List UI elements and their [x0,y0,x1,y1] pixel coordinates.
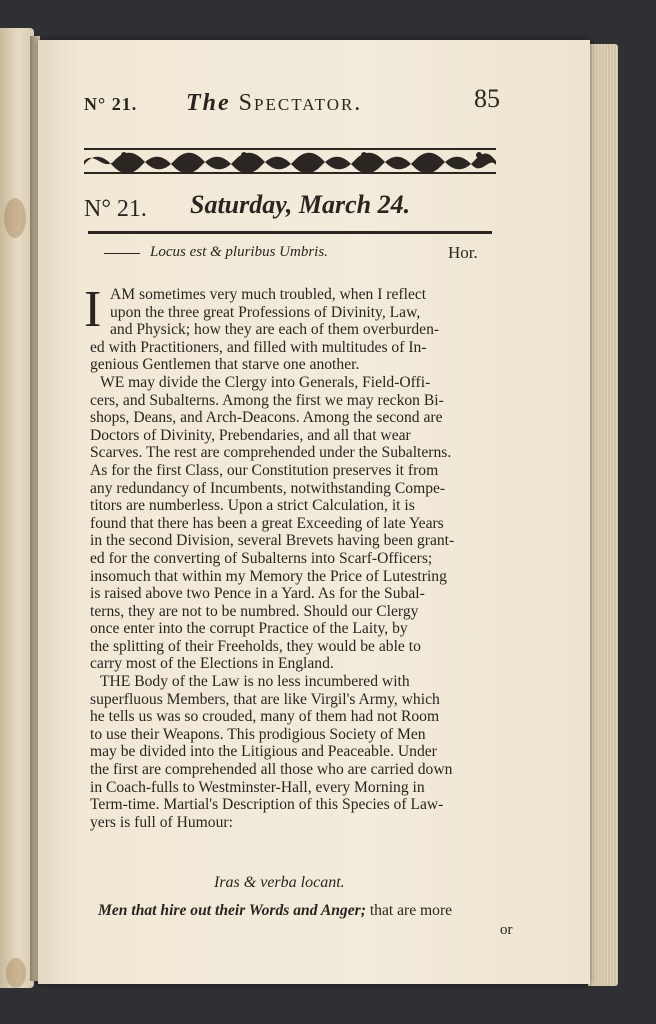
text-line: may be divided into the Litigious and Peaceable. Under [90,743,437,761]
text-line: ed with Practitioners, and filled with multitudes of In- [90,338,427,356]
text-line: shops, Deans, and Arch-Deacons. Among the second are [90,409,443,427]
last-line-italic: Men that hire out their Words and Anger; [98,902,366,919]
text-line: Term-time. Martial's Description of this Species of Law- [90,796,444,814]
text-line: THE Body of the Law is no less incumbered with [100,673,410,691]
text-line: insomuch that within my Memory the Price of Lutestring [90,567,447,585]
stain [6,958,26,988]
text-line: carry most of the Elections in England. [90,655,334,673]
text-line: found that there has been a great Exceeding of late Years [90,514,444,532]
ornament-band [84,146,496,176]
text-line: superfluous Members, that are like Virgil's Army, which [90,690,440,708]
last-line-rest: that are more [369,902,453,919]
text-line: the first are comprehended all those who are carried down [90,761,453,779]
text-line: genious Gentlemen that starve one another. [90,356,360,374]
text-line: AM sometimes very much troubled, when I reflect [110,286,427,303]
text-line: to use their Weapons. This prodigious Society of Men [90,725,426,743]
text-line: the splitting of their Freeholds, they would be able to [90,637,421,655]
title-rest: Spectator. [238,90,363,116]
motto-author: Hor. [448,243,478,262]
text-line: and Physick; how they are each of them overburden- [110,321,440,339]
drop-cap: I [84,281,102,338]
text-line: he tells us was so crouded, many of them had not Room [90,708,440,726]
last-line [98,902,518,920]
page-number: 85 [474,84,500,113]
text-line: ed for the converting of Subalterns into Scarf-Officers; [90,549,433,567]
text-line: yers is full of Humour: [90,813,233,831]
header-issue-ref: N° 21. [84,94,138,114]
text-line: in Coach-fulls to Westminster-Hall, every Morning in [90,778,425,796]
latin-quote: Iras & verba locant. [214,874,345,891]
page-edges [588,44,618,986]
text-line: WE may divide the Clergy into Generals, Field-Offi- [100,373,431,391]
paragraph-1 [90,286,514,339]
text-line: upon the three great Professions of Divinity, Law, [110,303,421,321]
text-line: once enter into the corrupt Practice of the Laity, by [90,620,408,638]
text-line: As for the first Class, our Constitution preserves it from [90,461,439,479]
text-line: cers, and Subalterns. Among the first we may reckon Bi- [90,391,444,409]
text-line: Doctors of Divinity, Prebendaries, and all that wear [90,426,411,444]
text-line: titors are numberless. Upon a strict Calculation, it is [90,497,415,515]
issue-number: N° 21. [84,196,147,222]
body-text [90,286,514,831]
stain [4,198,26,238]
text-line: is raised above two Pence in a Yard. As for the Subal- [90,585,425,603]
motto-text: Locus est & pluribus Umbris. [150,244,328,260]
heading-rule [88,231,492,234]
motto-dash [104,253,140,254]
book-page [38,40,590,984]
text-line: terns, they are not to be numbred. Should our Clergy [90,602,419,620]
left-page-edge [0,28,34,988]
running-title [186,90,362,117]
catchword: or [500,922,513,938]
issue-date: Saturday, March 24. [190,190,411,219]
text-line: Scarves. The rest are comprehended under the Subalterns. [90,444,452,462]
title-the: The [186,90,231,116]
text-line: any redundancy of Incumbents, notwithstanding Compe- [90,479,446,497]
text-line: in the second Division, several Brevets having been grant- [90,532,455,550]
